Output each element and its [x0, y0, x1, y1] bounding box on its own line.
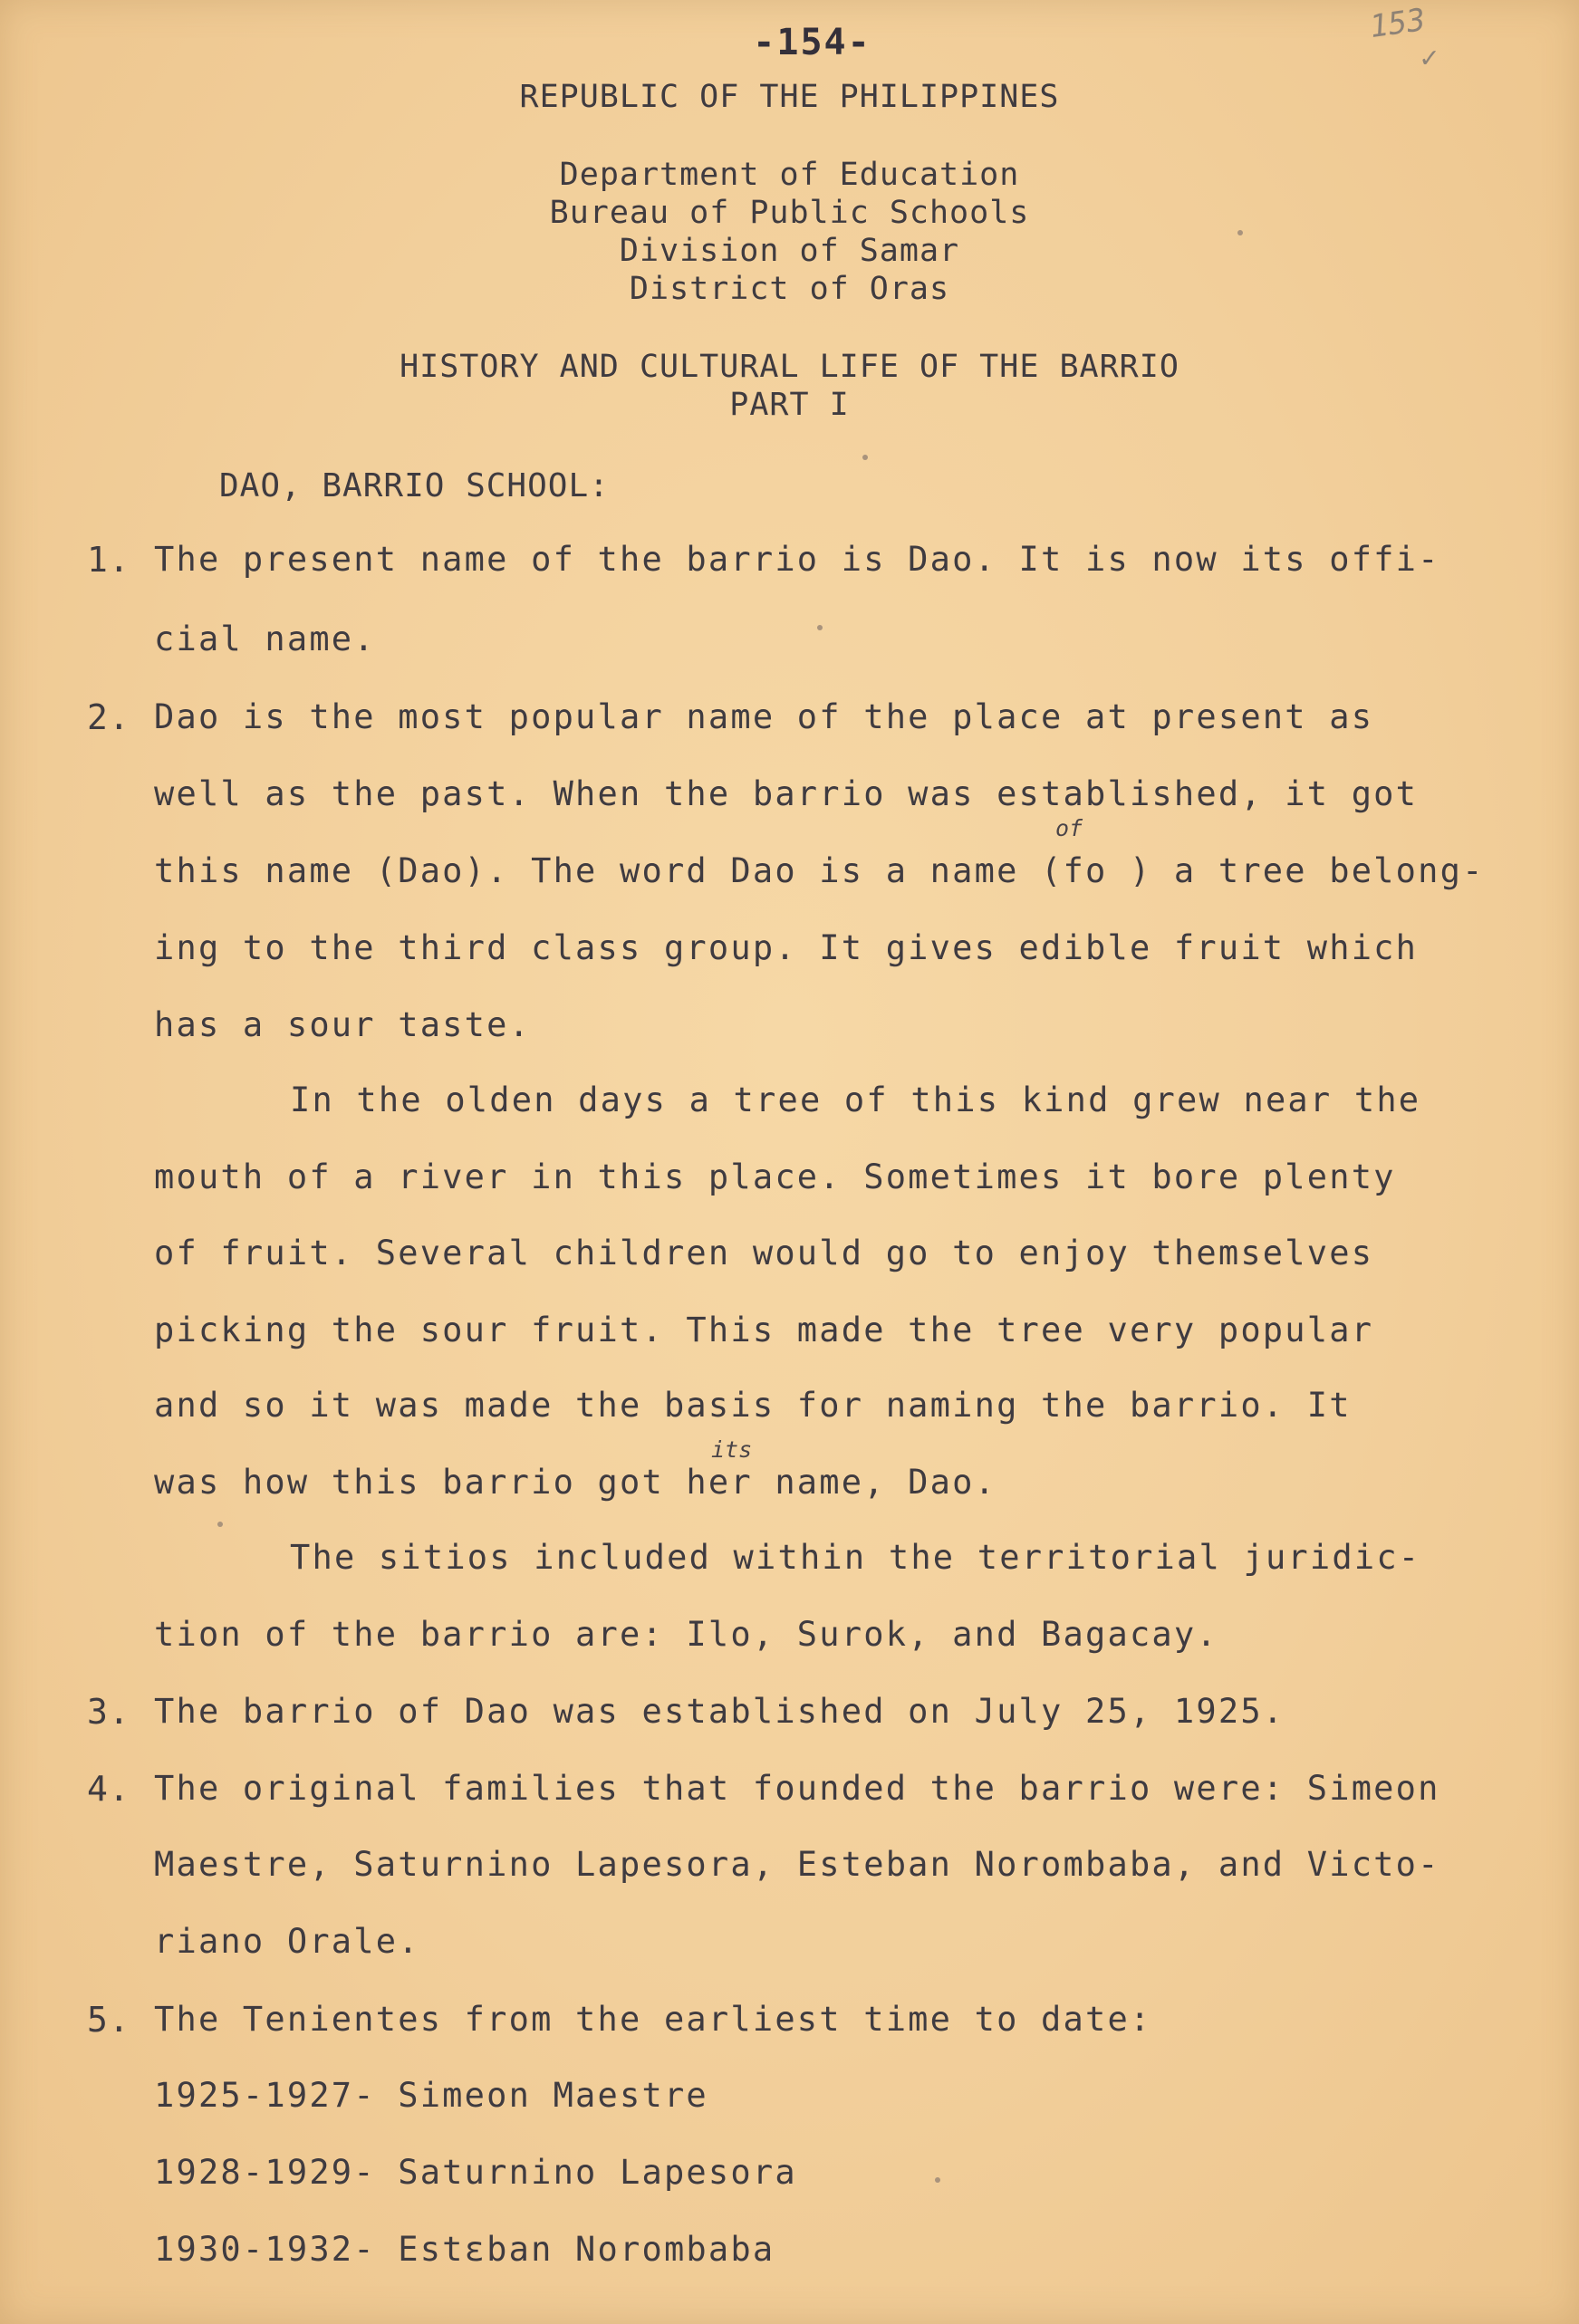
text-line: Maestre, Saturnino Lapesora, Esteban Norombaba, and Victo-: [154, 1845, 1440, 1884]
paper-speck: [217, 1522, 223, 1527]
item-number: 3.: [87, 1692, 130, 1732]
text-line: and so it was made the basis for naming the barrio. It: [154, 1386, 1352, 1425]
page-number: -154-: [753, 22, 871, 63]
item-number: 1.: [87, 540, 130, 580]
office-block: [0, 156, 1579, 308]
text-line: ing to the third class group. It gives edible fruit which: [154, 928, 1419, 967]
text-line: riano Orale.: [154, 1922, 420, 1961]
text-line: picking the sour fruit. This made the tree very popular: [154, 1311, 1374, 1349]
handwritten-correction: of: [1055, 815, 1083, 841]
document-title: HISTORY AND CULTURAL LIFE OF THE BARRIO: [400, 349, 1179, 385]
paper-speck: [935, 2177, 940, 2183]
paper-speck: [1237, 230, 1243, 235]
office-line: Department of Education: [559, 157, 1020, 193]
item-number: 2.: [87, 697, 130, 737]
teniente-entry: 1930-1932- Estεban Norombaba: [154, 2230, 775, 2269]
text-line: In the olden days a tree of this kind grew near the: [290, 1080, 1421, 1119]
text-line: well as the past. When the barrio was established, it got: [154, 774, 1419, 813]
text-line: has a sour taste.: [154, 1005, 532, 1044]
office-line: District of Oras: [629, 271, 950, 307]
text-line: was how this barrio got her name, Dao.: [154, 1463, 997, 1502]
text-line: Dao is the most popular name of the place at present as: [154, 697, 1374, 736]
corner-annotation: 153: [1367, 1, 1428, 46]
document-part: PART I: [729, 387, 850, 423]
document-title-block: [0, 348, 1579, 424]
text-line: mouth of a river in this place. Sometimes it bore plenty: [154, 1157, 1396, 1196]
text-line: The Tenientes from the earliest time to date:: [154, 2000, 1152, 2039]
school-name: DAO, BARRIO SCHOOL:: [219, 467, 610, 504]
text-line: cial name.: [154, 619, 376, 658]
text-line: tion of the barrio are: Ilo, Surok, and Bagacay.: [154, 1615, 1218, 1654]
corner-check: ✓: [1420, 40, 1439, 74]
text-line: of fruit. Several children would go to enjoy themselves: [154, 1234, 1374, 1272]
teniente-entry: 1928-1929- Saturnino Lapesora: [154, 2153, 797, 2192]
text-line: this name (Dao). The word Dao is a name (fo ) a tree belong-: [154, 851, 1485, 890]
paper-speck: [817, 625, 823, 630]
teniente-entry: 1925-1927- Simeon Maestre: [154, 2076, 708, 2115]
paper-speck: [862, 455, 868, 460]
item-number: 4.: [87, 1769, 130, 1809]
handwritten-correction: its: [711, 1436, 753, 1463]
text-line: The present name of the barrio is Dao. It is now its offi-: [154, 540, 1440, 579]
office-line: Bureau of Public Schools: [549, 195, 1030, 231]
item-number: 5.: [87, 2000, 130, 2040]
text-line: The sitios included within the territorial juridic-: [290, 1538, 1421, 1577]
text-line: The original families that founded the barrio were: Simeon: [154, 1769, 1440, 1808]
office-line: Division of Samar: [619, 233, 960, 269]
republic-heading: REPUBLIC OF THE PHILIPPINES: [519, 79, 1060, 115]
text-line: The barrio of Dao was established on July 25, 1925.: [154, 1692, 1285, 1731]
